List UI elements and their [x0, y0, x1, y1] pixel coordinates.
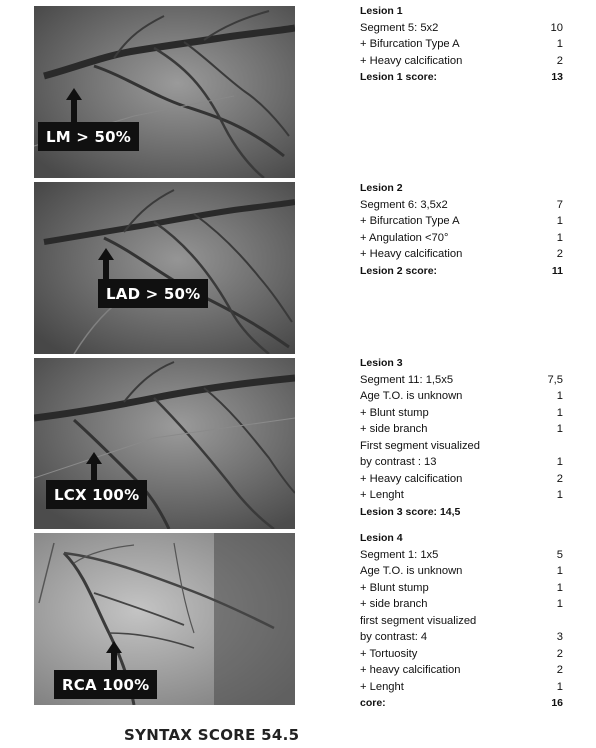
angiogram-panel-lm	[34, 6, 295, 178]
lesion-row: + Lenght 1	[360, 680, 563, 693]
lesion-row: Segment 11: 1,5x5 7,5	[360, 373, 563, 386]
angiogram-panel-lcx	[34, 358, 295, 529]
arrow-icon	[86, 452, 102, 480]
lesion-row: + Bifurcation Type A 1	[360, 215, 563, 227]
panel-label: LAD > 50%	[98, 279, 208, 308]
lesion-row: Age T.O. is unknown 1	[360, 565, 563, 577]
lesion-row: + Lenght 1	[360, 489, 563, 501]
lesion-title: Lesion 1	[360, 5, 403, 17]
lesion-row: + Heavy calcification 2	[360, 248, 563, 260]
lesion-block-4	[360, 530, 563, 712]
arrow-icon	[66, 88, 82, 122]
angiogram-panel-rca	[34, 533, 295, 705]
lesion-title: Lesion 4	[360, 532, 403, 544]
lesion-score: core: 16	[360, 697, 563, 709]
lesion-row: by contrast: 4 3	[360, 631, 563, 643]
angiogram-image	[34, 182, 295, 354]
lesion-row: + Heavy calcification 2	[360, 472, 563, 485]
lesion-row: by contrast : 13 1	[360, 456, 563, 468]
lesion-row: Segment 5: 5x2 10	[360, 21, 563, 34]
panel-label: LM > 50%	[38, 122, 139, 151]
arrow-icon	[98, 248, 114, 280]
lesion-row: Segment 1: 1x5 5	[360, 548, 563, 561]
lesion-score: Lesion 1 score: 13	[360, 71, 563, 83]
lesion-score: Lesion 2 score: 11	[360, 264, 563, 277]
lesion-row: Segment 6: 3,5x2 7	[360, 198, 563, 211]
angiogram-panel-lad	[34, 182, 295, 354]
syntax-score-caption: SYNTAX SCORE 54.5	[124, 726, 300, 744]
lesion-row: First segment visualized	[360, 439, 480, 452]
lesion-block-3	[360, 355, 563, 520]
lesion-row: + Tortuosity 2	[360, 647, 563, 660]
lesion-block-1	[360, 3, 563, 86]
panel-label: LCX 100%	[46, 480, 147, 509]
lesion-row: + Bifurcation Type A 1	[360, 38, 563, 50]
lesion-row: + Blunt stump 1	[360, 581, 563, 594]
lesion-score: Lesion 3 score: 14,5	[360, 505, 461, 518]
lesion-row: Age T.O. is unknown 1	[360, 390, 563, 402]
lesion-row: + heavy calcification 2	[360, 664, 563, 676]
lesion-block-2	[360, 180, 563, 279]
lesion-row: + Blunt stump 1	[360, 406, 563, 419]
lesion-title: Lesion 3	[360, 357, 403, 369]
lesion-row: + side branch 1	[360, 423, 563, 435]
lesion-row: + Heavy calcification 2	[360, 54, 563, 67]
panel-label: RCA 100%	[54, 670, 157, 699]
arrow-icon	[106, 641, 122, 671]
lesion-row: + Angulation <70° 1	[360, 231, 563, 244]
lesion-row: + side branch 1	[360, 598, 563, 610]
lesion-row: first segment visualized	[360, 614, 477, 627]
lesion-title: Lesion 2	[360, 182, 403, 194]
